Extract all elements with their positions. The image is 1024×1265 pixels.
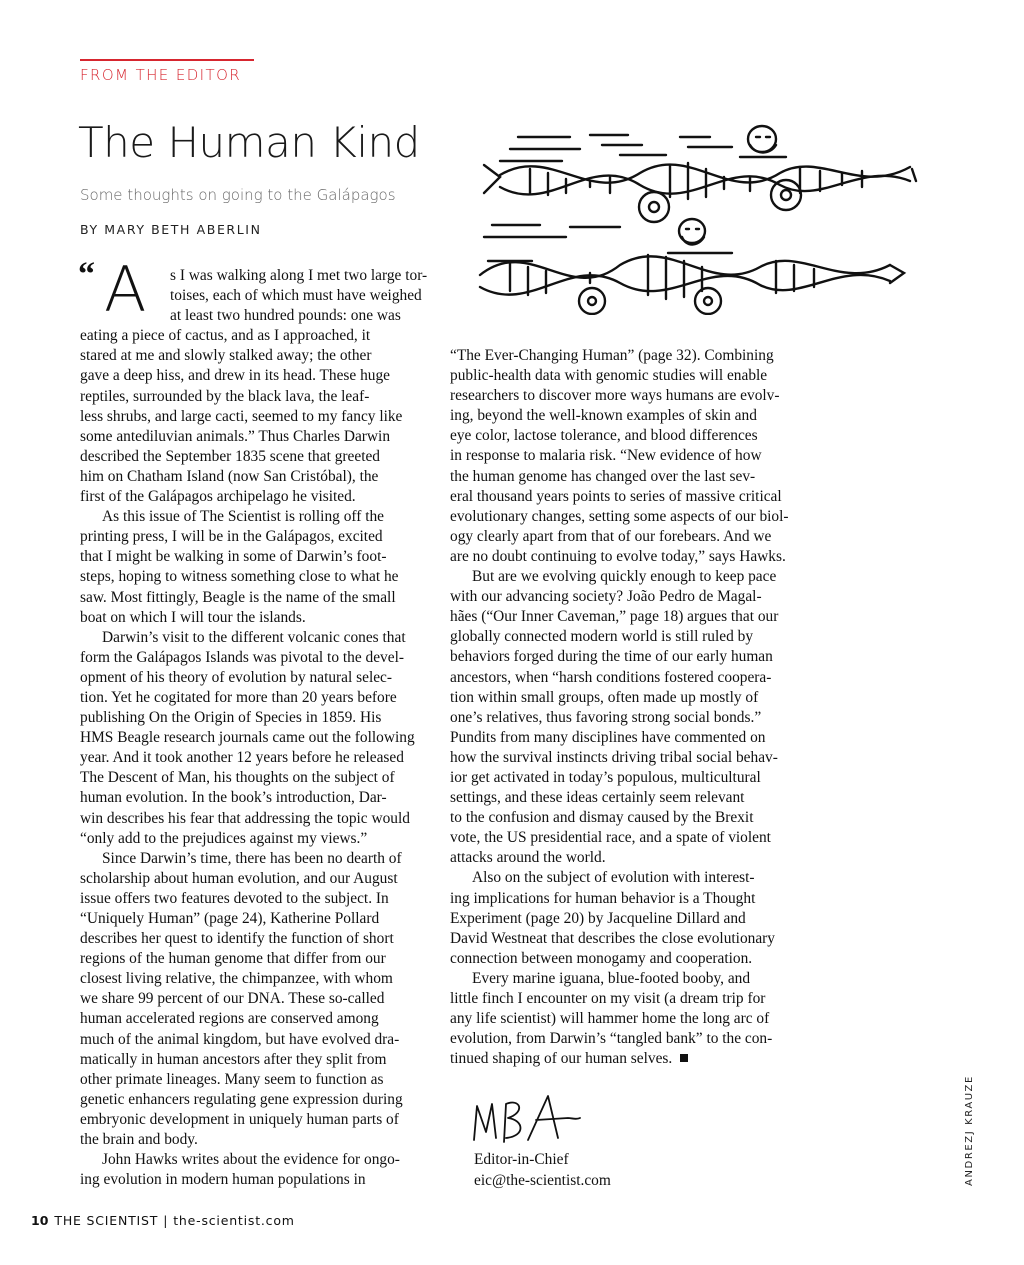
text-line: Pundits from many disciplines have commented on [450, 728, 766, 746]
illustration-credit: ANDREZJ KRAUZE [964, 1075, 975, 1186]
text-line: attacks around the world. [450, 849, 606, 867]
text-line: eye color, lactose tolerance, and blood differences [450, 427, 758, 445]
text-line: ing implications for human behavior is a Thought [450, 889, 756, 907]
drop-quote-mark: “ [78, 256, 92, 293]
page-number: 10 [31, 1213, 49, 1228]
text-line: the human genome has changed over the last sev- [450, 467, 756, 485]
text-line: describes her quest to identify the function of short [80, 930, 394, 948]
text-line: Experiment (page 20) by Jacqueline Dillard and [450, 909, 746, 927]
text-line: s I was walking along I met two large tor- [170, 267, 428, 284]
text-line: Every marine iguana, blue-footed booby, and [472, 969, 751, 987]
page-footer [31, 1213, 295, 1228]
text-line: saw. Most fittingly, Beagle is the name of the small [80, 588, 396, 606]
text-line: “only add to the prejudices against my views.” [80, 829, 368, 847]
article-column-2 [450, 346, 802, 1069]
text-line: much of the animal kingdom, but have evolved dra- [80, 1030, 400, 1048]
text-line: Since Darwin’s time, there has been no dearth of [102, 849, 402, 867]
text-line: tinued shaping of our human selves. [450, 1050, 673, 1068]
text-line: settings, and these ideas certainly seem relevant [450, 789, 745, 807]
dna-race-cars-illustration [470, 115, 922, 315]
page-title: The Human Kind [78, 118, 420, 167]
editor-signoff [474, 1150, 611, 1191]
magazine-name: THE SCIENTIST [54, 1213, 159, 1228]
text-line: with our advancing society? João Pedro de Magal- [450, 588, 762, 606]
editor-role: Editor-in-Chief [474, 1151, 569, 1168]
text-line: eating a piece of cactus, and as I approached, it [80, 327, 371, 345]
text-line: him on Chatham Island (now San Cristóbal), the [80, 467, 379, 485]
text-line: behaviors forged during the time of our early human [450, 648, 773, 666]
text-line: globally connected modern world is still ruled by [450, 628, 754, 646]
text-line: that I might be walking in some of Darwin’s foot- [80, 548, 387, 566]
text-line: human evolution. In the book’s introduction, Dar- [80, 789, 387, 807]
text-line: scholarship about human evolution, and our August [80, 869, 398, 887]
text-line: As this issue of The Scientist is rolling off the [102, 508, 385, 526]
text-line: embryonic development in uniquely human parts of [80, 1110, 399, 1128]
text-line: issue offers two features devoted to the subject. In [80, 889, 389, 907]
byline: BY MARY BETH ABERLIN [80, 222, 262, 237]
text-line: described the September 1835 scene that greeted [80, 447, 380, 465]
text-line: to the confusion and dismay caused by the Brexit [450, 809, 754, 827]
text-line: hães (“Our Inner Caveman,” page 18) argues that our [450, 608, 779, 626]
last-text-line [450, 1049, 802, 1069]
text-line: connection between monogamy and cooperation. [450, 949, 753, 967]
text-line: are no doubt continuing to evolve today,” says Hawks. [450, 547, 786, 565]
text-line: we share 99 percent of our DNA. These so-called [80, 990, 385, 1008]
text-line: less shrubs, and large cacti, seemed to my fancy like [80, 407, 403, 425]
text-line: closest living relative, the chimpanzee, with whom [80, 970, 393, 988]
text-line: ancestors, when “harsh conditions fostered coopera- [450, 668, 772, 686]
subtitle: Some thoughts on going to the Galápagos [80, 186, 396, 204]
drop-cap: A [104, 253, 147, 326]
text-line: at least two hundred pounds: one was [170, 307, 401, 325]
text-line: publishing On the Origin of Species in 1859. His [80, 709, 382, 727]
text-line: vote, the US presidential race, and a spate of violent [450, 829, 771, 847]
text-line: evolutionary changes, setting some aspects of our biol- [450, 507, 789, 525]
text-line: toises, each of which must have weighed [170, 287, 422, 305]
text-line: steps, hoping to witness something close to what he [80, 568, 399, 586]
text-line: gave a deep hiss, and drew in its head. These huge [80, 367, 390, 385]
text-line: any life scientist) will hammer home the long arc of [450, 1010, 770, 1028]
text-line: reptiles, surrounded by the black lava, the leaf- [80, 387, 370, 405]
text-line: Darwin’s visit to the different volcanic cones that [102, 628, 406, 646]
text-line: John Hawks writes about the evidence for ongo- [102, 1151, 400, 1169]
text-line: in response to malaria risk. “New evidence of how [450, 447, 762, 465]
text-line: little finch I encounter on my visit (a dream trip for [450, 990, 766, 1007]
text-line: The Descent of Man, his thoughts on the subject of [80, 769, 395, 787]
text-line: tion within small groups, often made up mostly of [450, 688, 759, 706]
text-line: how the survival instincts driving tribal social behav- [450, 748, 778, 766]
text-line: other primate lineages. Many seem to function as [80, 1070, 384, 1088]
text-line: HMS Beagle research journals came out the following [80, 729, 415, 747]
text-line: tion. Yet he cogitated for more than 20 years before [80, 688, 397, 706]
footer-url: the-scientist.com [173, 1213, 295, 1228]
editor-email: eic@the-scientist.com [474, 1171, 611, 1189]
text-line: printing press, I will be in the Galápagos, excited [80, 528, 383, 546]
footer-separator: | [163, 1213, 169, 1228]
text-line: stared at me and slowly stalked away; the other [80, 347, 372, 365]
text-line: ing, beyond the well-known examples of skin and [450, 407, 757, 425]
text-line: regions of the human genome that differ from our [80, 950, 386, 968]
signature-image [468, 1090, 583, 1148]
text-line: public-health data with genomic studies will enable [450, 367, 768, 385]
text-line: David Westneat that describes the close evolutionary [450, 929, 775, 947]
text-line: researchers to discover more ways humans are evolv- [450, 387, 780, 405]
text-line: But are we evolving quickly enough to keep pace [472, 568, 777, 586]
text-line: form the Galápagos Islands was pivotal to the devel- [80, 648, 404, 666]
text-line: matically in human ancestors after they split from [80, 1050, 387, 1068]
text-line: “The Ever-Changing Human” (page 32). Combining [450, 347, 774, 364]
text-line: evolution, from Darwin’s “tangled bank” to the con- [450, 1030, 773, 1048]
text-line: ing evolution in modern human populations in [80, 1171, 366, 1189]
text-line: boat on which I will tour the islands. [80, 608, 306, 626]
text-line: ior get activated in today’s populous, multicultural [450, 768, 761, 786]
text-line: one’s relatives, thus favoring strong social bonds.” [450, 708, 762, 726]
text-line: genetic enhancers regulating gene expression during [80, 1090, 403, 1108]
text-line: “Uniquely Human” (page 24), Katherine Pollard [80, 910, 380, 927]
text-line: win describes his fear that addressing the topic would [80, 809, 410, 827]
text-line: some antediluvian animals.” Thus Charles Darwin [80, 427, 391, 445]
text-line: eral thousand years points to series of massive critical [450, 487, 782, 505]
text-line: year. And it took another 12 years before he released [80, 749, 404, 767]
end-mark-icon [680, 1054, 688, 1062]
section-label: FROM THE EDITOR [80, 66, 242, 84]
article-column-1 [80, 266, 430, 1190]
text-line: human accelerated regions are conserved among [80, 1010, 379, 1028]
text-line: first of the Galápagos archipelago he visited. [80, 488, 356, 506]
text-line: opment of his theory of evolution by natural selec- [80, 668, 393, 686]
section-rule [80, 59, 254, 61]
text-line: the brain and body. [80, 1131, 198, 1149]
text-line: ogy clearly apart from that of our forebears. And we [450, 527, 772, 545]
text-line: Also on the subject of evolution with interest- [472, 869, 755, 887]
